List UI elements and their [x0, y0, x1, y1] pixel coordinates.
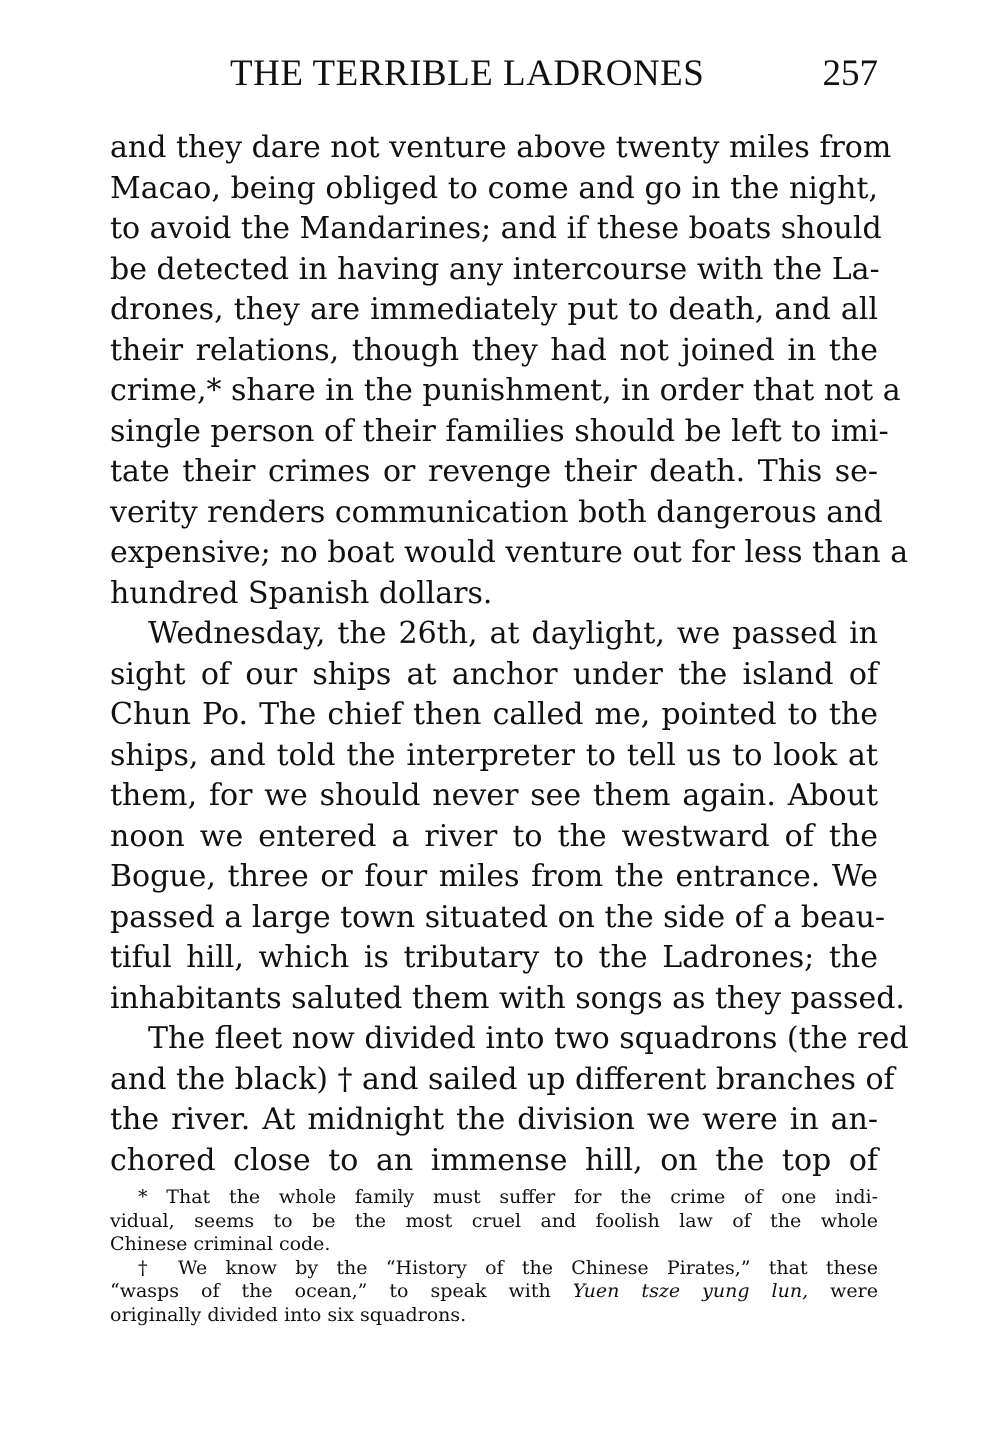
body-text: [110, 128, 909, 1181]
text-line: The fleet now divided into two squadrons (the red: [148, 1021, 909, 1056]
text-line: verity renders communication both dangerous and: [110, 494, 883, 530]
text-line: tiful hill, which is tributary to the Ladrones; the: [110, 940, 878, 975]
footnote-line: originally divided into six squadrons.: [110, 1303, 467, 1326]
text-line: chored close to an immense hill, on the top of: [110, 1142, 878, 1178]
text-line: tate their crimes or revenge their death. This se-: [110, 454, 878, 489]
footnote-line: vidual, seems to be the most cruel and foolish law of the whole: [110, 1209, 878, 1232]
running-title: THE TERRIBLE LADRONES: [230, 53, 705, 94]
footnote-line: * That the whole family must suffer for the crime of one indi-: [138, 1186, 878, 1208]
text-line: single person of their families should be left to imi-: [110, 413, 889, 449]
footnote-italic-name: Yuen tsze yung lun,: [572, 1280, 809, 1302]
text-line: Wednesday, the 26th, at daylight, we passed in: [148, 616, 878, 651]
page-header: [110, 52, 878, 102]
text-line: passed a large town situated on the side of a beau-: [110, 899, 886, 935]
text-line: inhabitants saluted them with songs as they passed.: [110, 980, 905, 1016]
footnote-text: “wasps of the ocean,” to speak with: [110, 1280, 573, 1302]
text-line: noon we entered a river to the westward of the: [110, 818, 878, 854]
text-line: expensive; no boat would venture out for less than a: [110, 535, 909, 570]
text-line: drones, they are immediately put to death, and all: [110, 292, 878, 327]
text-line: to avoid the Mandarines; and if these boats should: [110, 211, 882, 246]
text-line: sight of our ships at anchor under the island of: [110, 656, 878, 692]
text-line: ships, and told the interpreter to tell us to look at: [110, 737, 878, 773]
text-line: and they dare not venture above twenty miles from: [110, 130, 892, 165]
text-line: and the black) † and sailed up different branches of: [110, 1061, 895, 1097]
text-line: be detected in having any intercourse with the La-: [110, 251, 880, 287]
page-number: 257: [822, 53, 878, 94]
footnote-text: were: [808, 1280, 879, 1302]
text-line: Macao, being obliged to come and go in the night,: [110, 170, 878, 206]
footnotes: [110, 1186, 878, 1327]
text-line: hundred Spanish dollars.: [110, 575, 493, 611]
footnote-line: [110, 1280, 878, 1304]
text-line: Chun Po. The chief then called me, pointed to the: [110, 697, 878, 732]
text-line: them, for we should never see them again. About: [110, 778, 878, 813]
text-line: the river. At midnight the division we were in an-: [110, 1102, 878, 1137]
text-line: Bogue, three or four miles from the entrance. We: [110, 859, 878, 894]
text-line: crime,* share in the punishment, in order that not a: [110, 373, 901, 408]
footnote-line: † We know by the “History of the Chinese Pirates,” that these: [138, 1256, 878, 1279]
footnote-line: Chinese criminal code.: [110, 1233, 331, 1255]
text-line: their relations, though they had not joined in the: [110, 332, 878, 368]
